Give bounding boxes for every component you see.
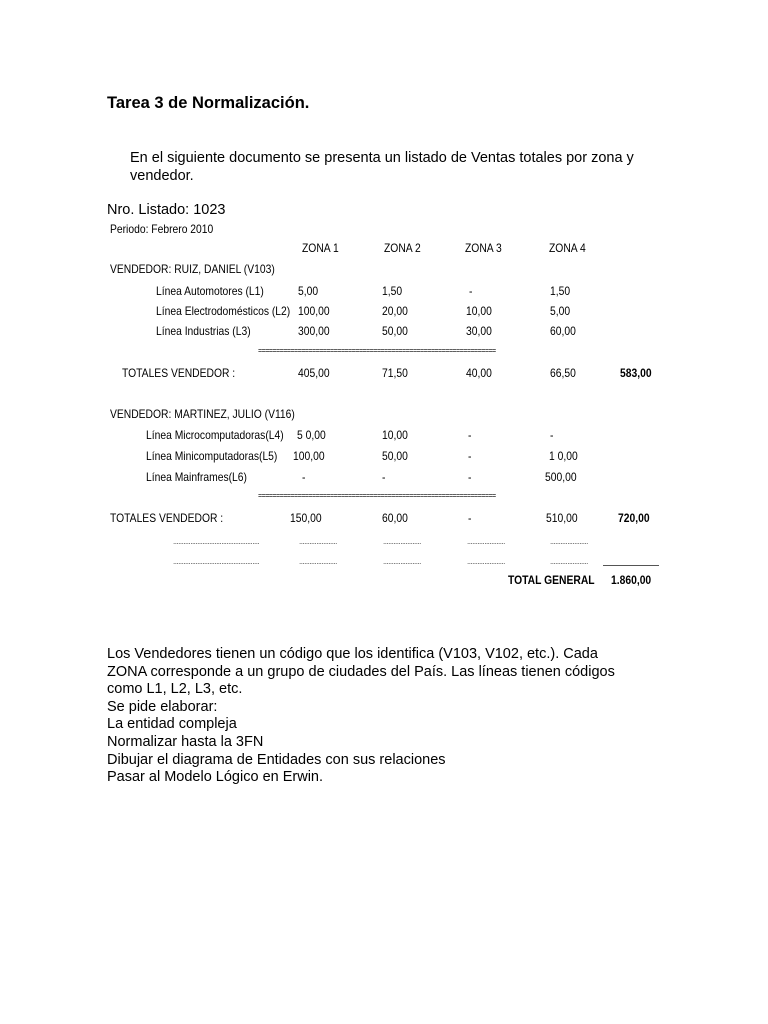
cell-value: -	[302, 470, 306, 484]
total-value: 71,50	[382, 366, 408, 380]
cell-value: 1,50	[382, 284, 403, 298]
cell-value: 20,00	[382, 304, 408, 318]
line-label: Línea Electrodomésticos (L2)	[156, 304, 291, 318]
periodo-label: Periodo: Febrero 2010	[110, 222, 214, 236]
paragraph-line: Normalizar hasta la 3FN	[107, 733, 264, 750]
line-label: Línea Microcomputadoras(L4)	[146, 428, 284, 442]
cell-value: 1 0,00	[549, 449, 578, 463]
separator-line: ==================================================================	[258, 493, 496, 501]
cell-value: 500,00	[545, 470, 577, 484]
total-value: 405,00	[298, 366, 330, 380]
paragraph-line: Pasar al Modelo Lógico en Erwin.	[107, 769, 324, 786]
total-general-label: TOTAL GENERAL	[508, 573, 595, 587]
cell-value: 100,00	[298, 304, 330, 318]
dotted-placeholder: ..................................................	[173, 557, 260, 566]
zona-2-header: ZONA 2	[384, 241, 421, 255]
dotted-placeholder: ......................	[550, 557, 588, 566]
paragraph-line: Dibujar el diagrama de Entidades con sus relaciones	[107, 751, 446, 768]
cell-value: -	[468, 470, 472, 484]
zona-1-header: ZONA 1	[302, 241, 339, 255]
instructions-paragraph	[107, 646, 667, 787]
vendedor-total: 583,00	[620, 366, 652, 380]
paragraph-line: Los Vendedores tienen un código que los identifica (V103, V102, etc.). Cada	[107, 646, 598, 662]
total-underline	[603, 565, 659, 566]
dotted-placeholder: ......................	[467, 557, 505, 566]
total-value: 40,00	[466, 366, 492, 380]
cell-value: 300,00	[298, 324, 330, 338]
totals-label: TOTALES VENDEDOR :	[122, 366, 236, 380]
cell-value: -	[468, 449, 472, 463]
total-value: 66,50	[550, 366, 576, 380]
listado-number: Nro. Listado: 1023	[107, 202, 226, 218]
cell-value: 100,00	[293, 449, 325, 463]
cell-value: 30,00	[466, 324, 492, 338]
paragraph-line: ZONA corresponde a un grupo de ciudades del País. Las líneas tienen códigos	[107, 663, 615, 680]
total-value: 60,00	[382, 511, 408, 525]
dotted-placeholder: ......................	[299, 557, 337, 566]
cell-value: -	[550, 428, 554, 442]
cell-value: -	[382, 470, 386, 484]
line-label: Línea Minicomputadoras(L5)	[146, 449, 278, 463]
cell-value: 5,00	[550, 304, 571, 318]
paragraph-line: Se pide elaborar:	[107, 698, 218, 715]
intro-paragraph: En el siguiente documento se presenta un listado de Ventas totales por zona y vendedor.	[130, 150, 634, 184]
zona-4-header: ZONA 4	[549, 241, 586, 255]
vendedor-total: 720,00	[618, 511, 650, 525]
total-value: 510,00	[546, 511, 578, 525]
cell-value: 5 0,00	[297, 428, 326, 442]
cell-value: 10,00	[466, 304, 492, 318]
zona-3-header: ZONA 3	[465, 241, 502, 255]
total-value: -	[468, 511, 472, 525]
line-label: Línea Industrias (L3)	[156, 324, 251, 338]
dotted-placeholder: ......................	[383, 557, 421, 566]
cell-value: 50,00	[382, 449, 408, 463]
dotted-placeholder: ......................	[550, 537, 588, 546]
cell-value: -	[469, 284, 473, 298]
dotted-placeholder: ......................	[299, 537, 337, 546]
vendedor-2-header: VENDEDOR: MARTINEZ, JULIO (V116)	[110, 407, 295, 421]
dotted-placeholder: ......................	[383, 537, 421, 546]
vendedor-1-header: VENDEDOR: RUIZ, DANIEL (V103)	[110, 262, 275, 276]
cell-value: 50,00	[382, 324, 408, 338]
paragraph-line: como L1, L2, L3, etc.	[107, 681, 243, 698]
cell-value: 1,50	[550, 284, 571, 298]
cell-value: -	[468, 428, 472, 442]
line-label: Línea Automotores (L1)	[156, 284, 264, 298]
document-title: Tarea 3 de Normalización.	[107, 94, 310, 112]
totals-label: TOTALES VENDEDOR :	[110, 511, 224, 525]
separator-line: ==================================================================	[258, 348, 496, 356]
total-general-value: 1.860,00	[611, 573, 652, 587]
total-value: 150,00	[290, 511, 322, 525]
cell-value: 5,00	[298, 284, 319, 298]
cell-value: 10,00	[382, 428, 408, 442]
cell-value: 60,00	[550, 324, 576, 338]
line-label: Línea Mainframes(L6)	[146, 470, 247, 484]
dotted-placeholder: ......................	[467, 537, 505, 546]
dotted-placeholder: ..................................................	[173, 537, 260, 546]
paragraph-line: La entidad compleja	[107, 716, 237, 733]
